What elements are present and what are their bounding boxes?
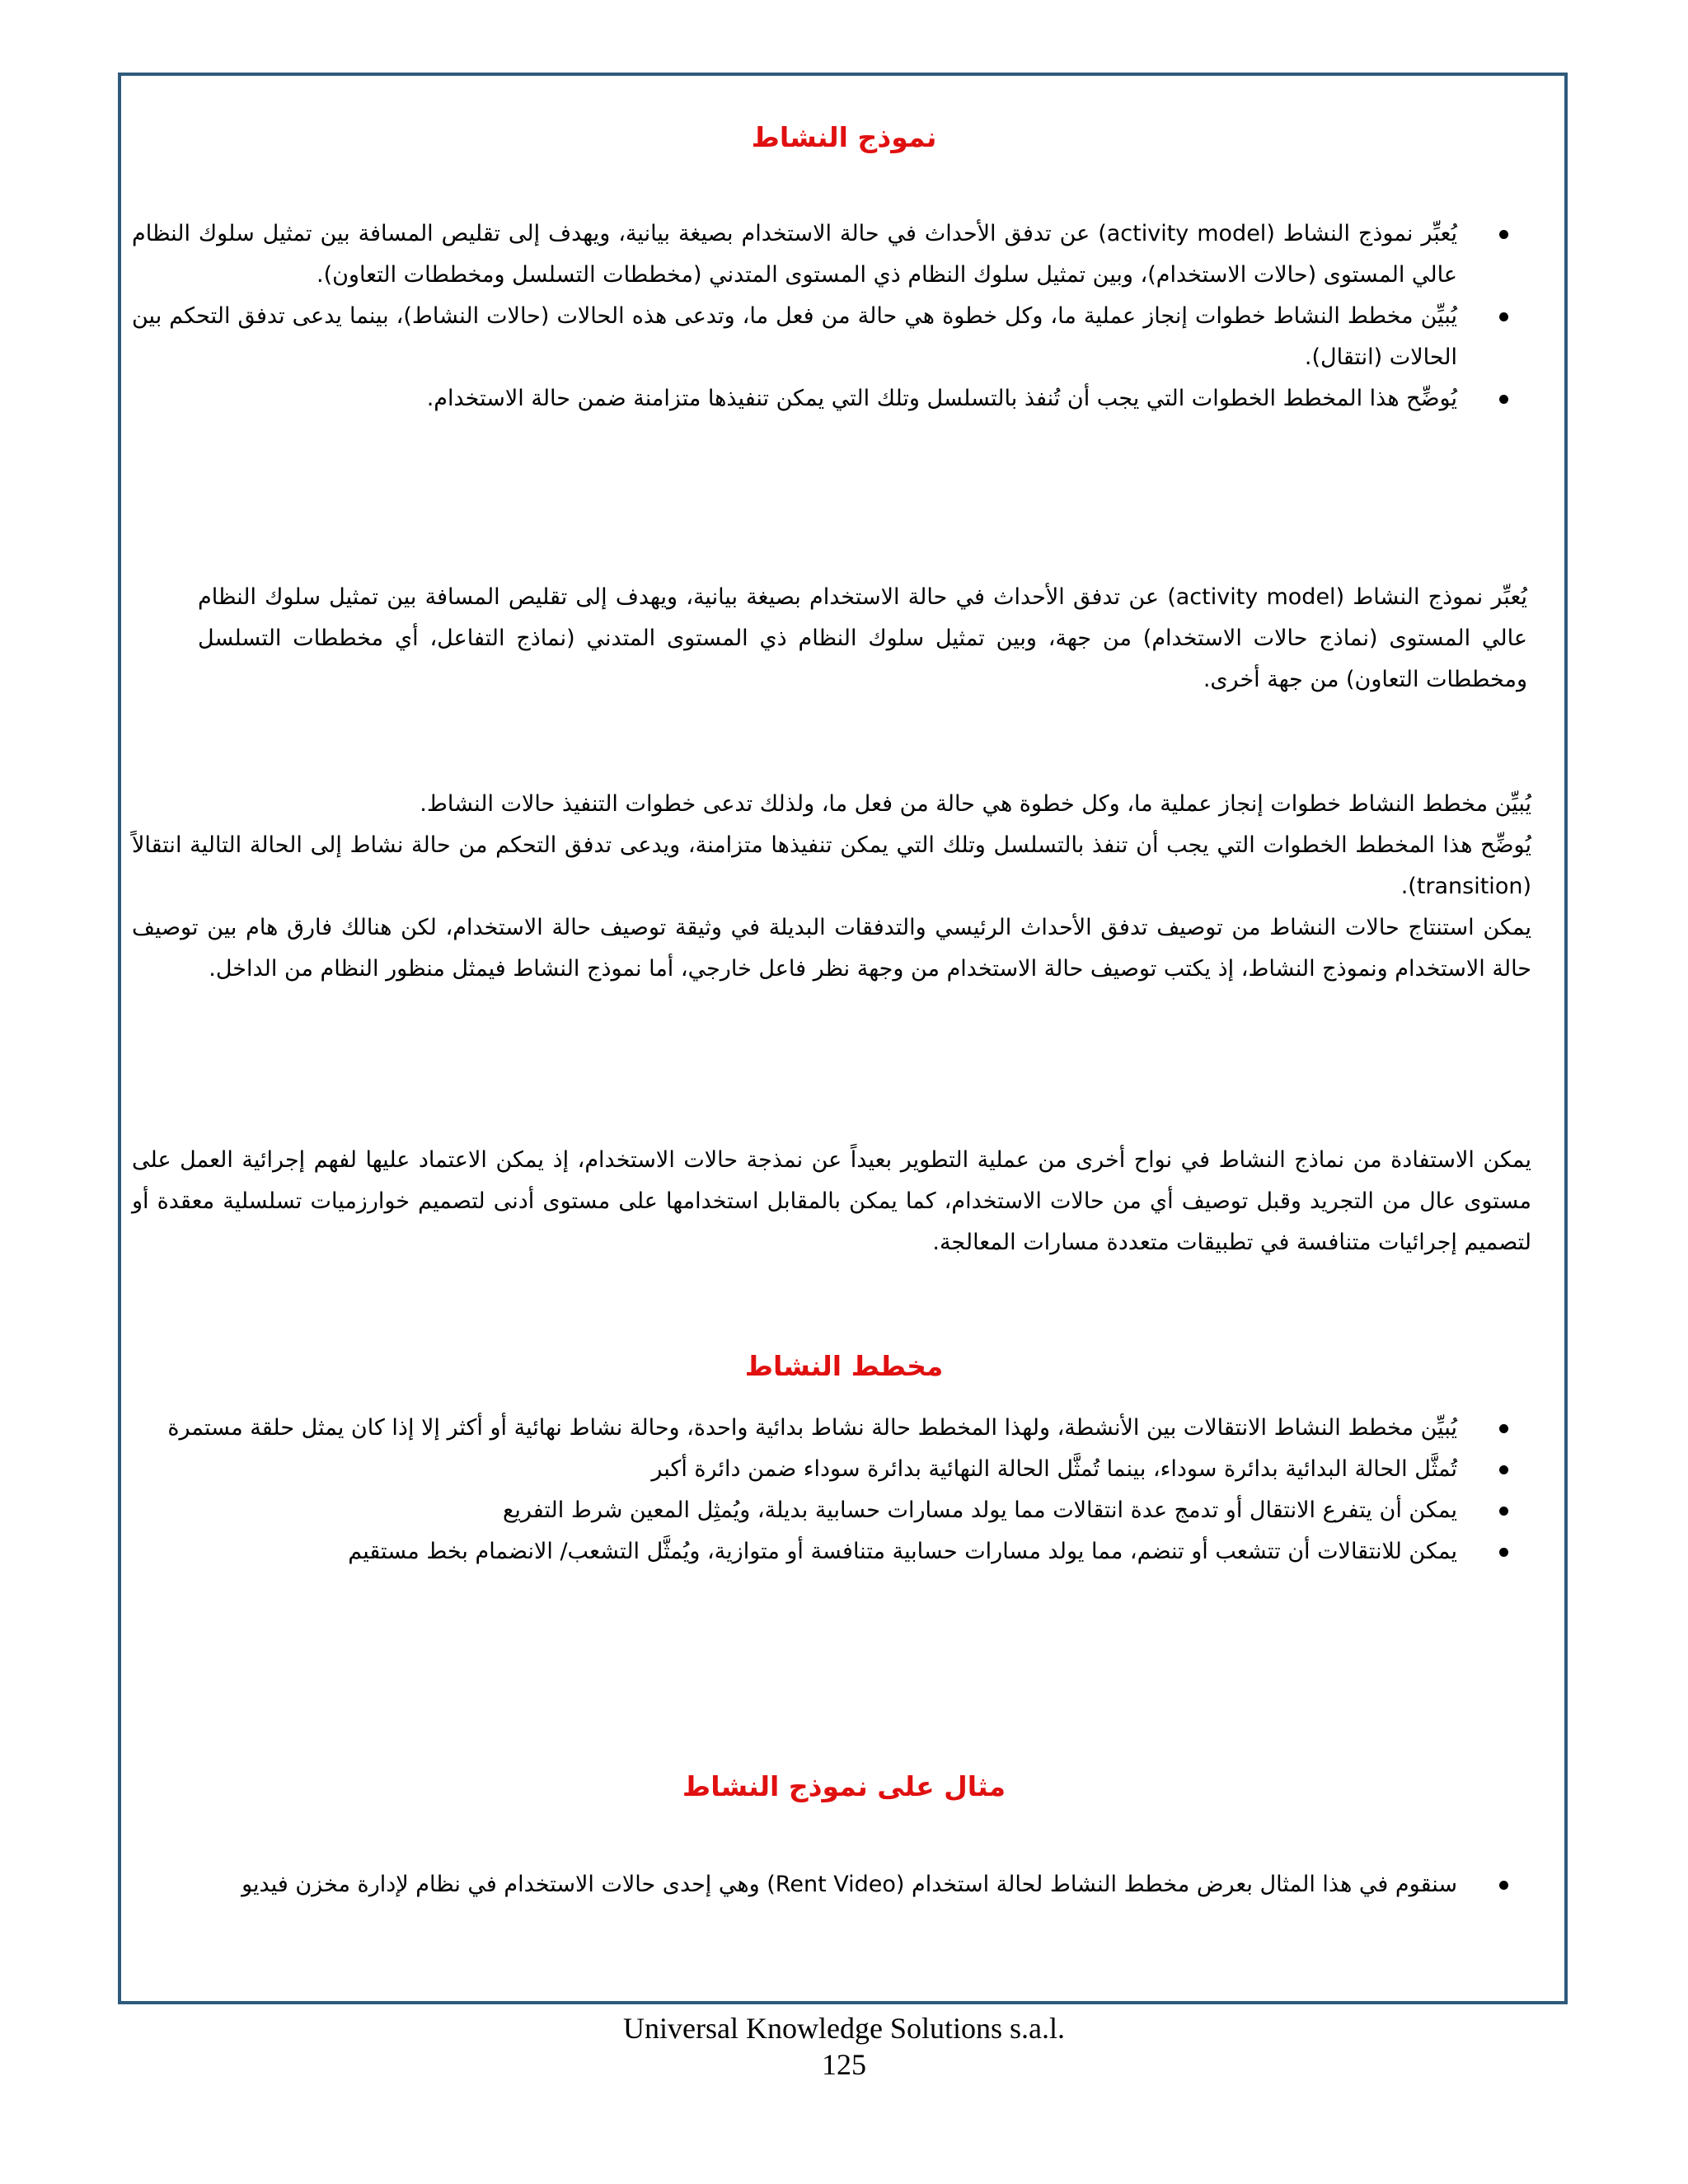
section-heading-activity-example: مثال على نموذج النشاط bbox=[682, 1770, 1006, 1802]
paragraph-activity-model-uses bbox=[132, 1140, 1531, 1263]
bullet-item: يُبيِّن مخطط النشاط خطوات إنجاز عملية ما، وكل خطوة هي حالة من فعل ما، وتدعى هذه الحالات (حالات النشاط)، بينما يدعى تدفق التحكم بين الحالات (انتقال). bbox=[132, 296, 1531, 378]
paragraph-text: يُعبِّر نموذج النشاط (activity model) عن تدفق الأحداث في حالة الاستخدام بصيغة بيانية، ويهدف إلى تقليص المسافة بين تمثيل سلوك النظام عالي المستوى (نماذج حالات الاستخدام) من جهة، وبين تمثيل سلوك النظام ذي المستوى المتدني (نماذج التفاعل، أي مخططات التسلسل ومخططات التعاون) من جهة أخرى. bbox=[198, 584, 1527, 692]
bullet-list-activity-diagram bbox=[132, 1408, 1531, 1572]
paragraph-text: يُوضِّح هذا المخطط الخطوات التي يجب أن تنفذ بالتسلسل وتلك التي يمكن تنفيذها متزامنة، ويدعى تدفق التحكم من حالة نشاط إلى الحالة التالية انتقالاً (transition). bbox=[132, 832, 1531, 899]
footer-company: Universal Knowledge Solutions s.a.l. bbox=[623, 2012, 1065, 2045]
bullet-item: يُعبِّر نموذج النشاط (activity model) عن تدفق الأحداث في حالة الاستخدام بصيغة بيانية، ويهدف إلى تقليص المسافة بين تمثيل سلوك النظام عالي المستوى (حالات الاستخدام)، وبين تمثيل سلوك النظام ذي المستوى المتدني (مخططات التسلسل ومخططات التعاون). bbox=[132, 213, 1531, 296]
paragraph-text: يمكن الاستفادة من نماذج النشاط في نواح أخرى من عملية التطوير بعيداً عن نمذجة حالات الاستخدام، إذ يمكن الاعتماد عليها لفهم إجرائية العمل على مستوى عال من التجريد وقبل توصيف أي من حالات الاستخدام، كما يمكن بالمقابل استخدامها على مستوى أدنى لتصميم خوارزميات تسلسلية معقدة أو لتصميم إجرائيات متنافسة في تطبيقات متعددة مسارات المعالجة. bbox=[132, 1147, 1531, 1255]
paragraph-activity-diagram-steps bbox=[132, 784, 1531, 990]
bullet-item: يُبيِّن مخطط النشاط الانتقالات بين الأنشطة، ولهذا المخطط حالة نشاط بدائية واحدة، وحالة نشاط نهائية أو أكثر إلا إذا كان يمثل حلقة مستمرة bbox=[132, 1408, 1531, 1449]
section-heading-activity-model: نموذج النشاط bbox=[751, 121, 937, 153]
bullet-item: يمكن للانتقالات أن تتشعب أو تنضم، مما يولد مسارات حسابية متنافسة أو متوازية، ويُمثَّل التشعب/ الانضمام بخط مستقيم bbox=[132, 1531, 1531, 1572]
bullet-item: سنقوم في هذا المثال بعرض مخطط النشاط لحالة استخدام (Rent Video) وهي إحدى حالات الاستخدام في نظام لإدارة مخزن فيديو bbox=[132, 1864, 1531, 1905]
paragraph-activity-model-intro bbox=[198, 577, 1527, 701]
paragraph-text: يمكن استنتاج حالات النشاط من توصيف تدفق الأحداث الرئيسي والتدفقات البديلة في وثيقة توصيف حالة الاستخدام، لكن هنالك فارق هام بين توصيف حالة الاستخدام ونموذج النشاط، إذ يكتب توصيف حالة الاستخدام من وجهة نظر فاعل خارجي، أما نموذج النشاط فيمثل منظور النظام من الداخل. bbox=[132, 915, 1531, 982]
section-heading-activity-diagram: مخطط النشاط bbox=[744, 1350, 944, 1382]
bullet-item: يُوضِّح هذا المخطط الخطوات التي يجب أن تُنفذ بالتسلسل وتلك التي يمكن تنفيذها متزامنة ضمن حالة الاستخدام. bbox=[132, 378, 1531, 419]
bullet-item: تُمثَّل الحالة البدائية بدائرة سوداء، بينما تُمثَّل الحالة النهائية بدائرة سوداء ضمن دائرة أكبر bbox=[132, 1449, 1531, 1490]
bullet-list-activity-example bbox=[132, 1864, 1531, 1905]
bullet-list-activity-model bbox=[132, 213, 1531, 419]
paragraph-text: يُبيِّن مخطط النشاط خطوات إنجاز عملية ما، وكل خطوة هي حالة من فعل ما، ولذلك تدعى خطوات التنفيذ حالات النشاط. bbox=[420, 791, 1531, 817]
bullet-item: يمكن أن يتفرع الانتقال أو تدمج عدة انتقالات مما يولد مسارات حسابية بديلة، ويُمثِل المعين شرط التفريع bbox=[132, 1490, 1531, 1531]
footer-page-number: 125 bbox=[822, 2048, 866, 2081]
